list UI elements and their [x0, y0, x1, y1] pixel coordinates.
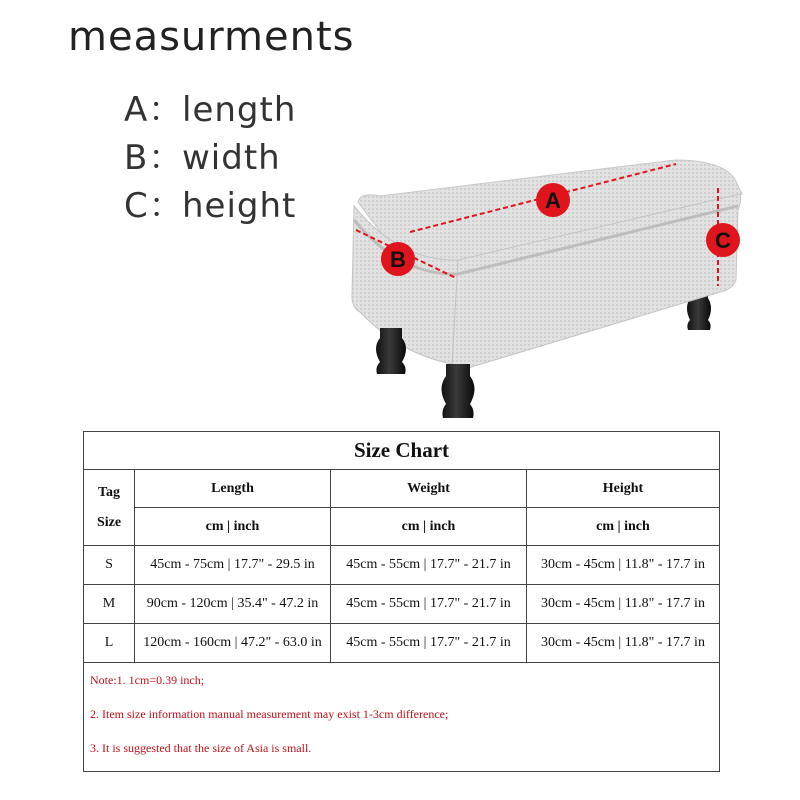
- svg-text:B: B: [390, 247, 406, 272]
- legend-label: height: [182, 186, 297, 226]
- legend-length: [124, 82, 296, 131]
- length-cell: 120cm - 160cm | 47.2" - 63.0 in: [135, 624, 331, 663]
- table-title-row: [84, 432, 720, 470]
- legend-key: A：: [124, 90, 184, 130]
- legend-width: [124, 130, 281, 179]
- legend-key: C：: [124, 186, 184, 226]
- unit-label: cm | inch: [135, 508, 331, 546]
- size-chart-table: [83, 431, 720, 772]
- table-row: [84, 546, 720, 585]
- notes-cell: [84, 663, 720, 772]
- marker-c: [706, 223, 740, 257]
- length-cell: 90cm - 120cm | 35.4" - 47.2 in: [135, 585, 331, 624]
- weight-cell: 45cm - 55cm | 17.7" - 21.7 in: [331, 624, 527, 663]
- column-header-length: Length: [135, 470, 331, 508]
- table-title: Size Chart: [84, 432, 720, 470]
- front-leg-center: [442, 364, 475, 418]
- table-header-row: [84, 470, 720, 508]
- column-header-height: Height: [527, 470, 720, 508]
- unit-label: cm | inch: [331, 508, 527, 546]
- size-label: Size: [96, 514, 122, 530]
- size-cell: M: [84, 585, 135, 624]
- legend-height: [124, 178, 296, 227]
- tag-label: Tag: [97, 484, 121, 500]
- legend-label: length: [182, 90, 297, 130]
- note-2: 2. Item size information manual measurement may exist 1-3cm difference;: [90, 707, 449, 721]
- table-row: [84, 624, 720, 663]
- unit-label: cm | inch: [527, 508, 720, 546]
- svg-text:C: C: [715, 228, 731, 253]
- height-cell: 30cm - 45cm | 11.8" - 17.7 in: [527, 546, 720, 585]
- length-cell: 45cm - 75cm | 17.7" - 29.5 in: [135, 546, 331, 585]
- svg-text:A: A: [545, 188, 561, 213]
- height-cell: 30cm - 45cm | 11.8" - 17.7 in: [527, 585, 720, 624]
- height-cell: 30cm - 45cm | 11.8" - 17.7 in: [527, 624, 720, 663]
- size-cell: S: [84, 546, 135, 585]
- ottoman-illustration: [340, 140, 750, 420]
- weight-cell: 45cm - 55cm | 17.7" - 21.7 in: [331, 546, 527, 585]
- legend-label: width: [182, 138, 281, 178]
- front-leg-left: [376, 328, 406, 374]
- note-1: Note:1. 1cm=0.39 inch;: [90, 673, 205, 687]
- table-row: [84, 585, 720, 624]
- weight-cell: 45cm - 55cm | 17.7" - 21.7 in: [331, 585, 527, 624]
- page-heading: measurments: [68, 14, 355, 60]
- marker-a: [536, 183, 570, 217]
- notes-row: [84, 663, 720, 772]
- unit-row: [84, 508, 720, 546]
- legend-key: B：: [124, 138, 184, 178]
- marker-b: [381, 242, 415, 276]
- note-3: 3. It is suggested that the size of Asia is small.: [90, 741, 312, 755]
- column-header-weight: Weight: [331, 470, 527, 508]
- size-cell: L: [84, 624, 135, 663]
- tag-size-header: [84, 470, 135, 546]
